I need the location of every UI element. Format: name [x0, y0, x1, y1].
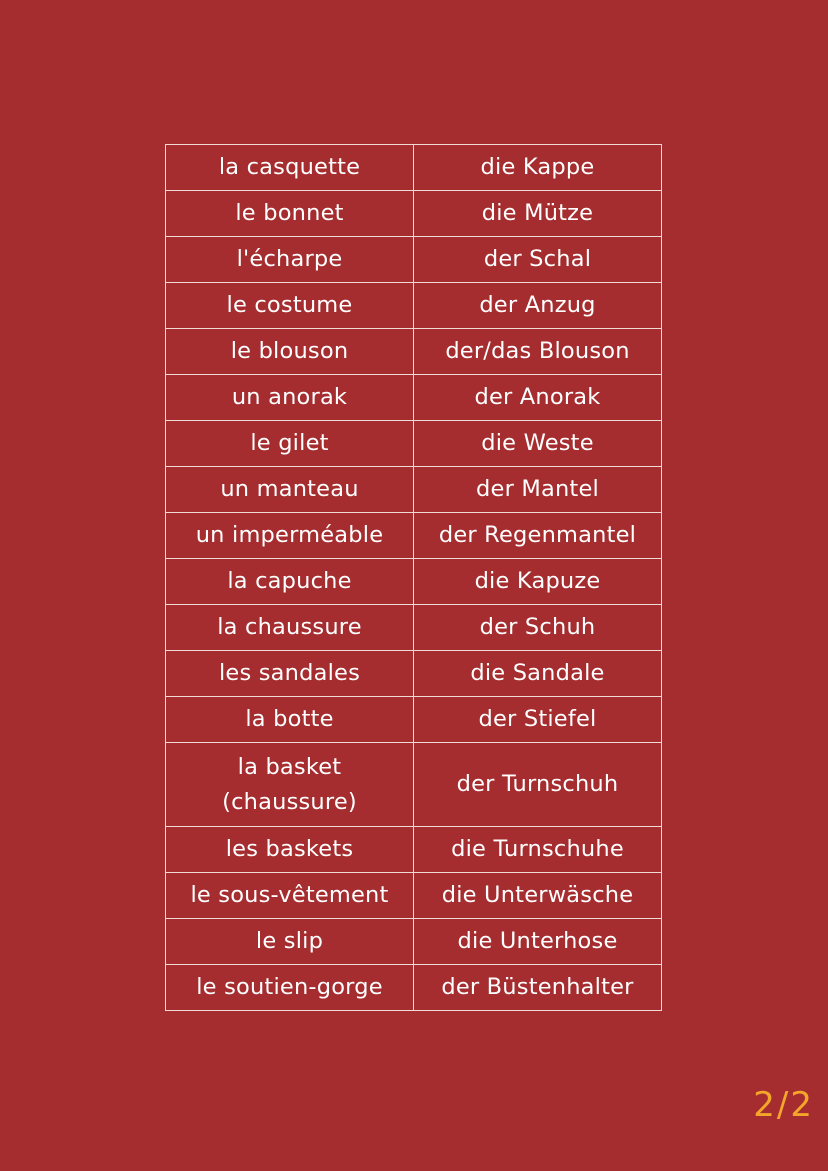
german-term: die Unterhose — [414, 919, 662, 965]
german-term: die Unterwäsche — [414, 873, 662, 919]
table-row — [166, 513, 662, 559]
german-term: der/das Blouson — [414, 329, 662, 375]
table-row — [166, 421, 662, 467]
table-row — [166, 559, 662, 605]
german-term: der Turnschuh — [414, 743, 662, 827]
table-row — [166, 965, 662, 1011]
french-term: le slip — [166, 919, 414, 965]
french-term-line: la basket — [237, 753, 342, 780]
table-row — [166, 329, 662, 375]
french-term: le gilet — [166, 421, 414, 467]
french-term: un anorak — [166, 375, 414, 421]
table-row — [166, 605, 662, 651]
german-term: der Regenmantel — [414, 513, 662, 559]
german-term: die Turnschuhe — [414, 827, 662, 873]
german-term: der Stiefel — [414, 697, 662, 743]
german-term: der Büstenhalter — [414, 965, 662, 1011]
french-term-note: (chaussure) — [222, 788, 357, 815]
french-term: un imperméable — [166, 513, 414, 559]
table-row — [166, 145, 662, 191]
french-term: la botte — [166, 697, 414, 743]
table-row — [166, 467, 662, 513]
german-term: der Anzug — [414, 283, 662, 329]
german-term: der Anorak — [414, 375, 662, 421]
german-term: die Weste — [414, 421, 662, 467]
german-term: die Mütze — [414, 191, 662, 237]
german-term: die Sandale — [414, 651, 662, 697]
french-term: la casquette — [166, 145, 414, 191]
table-row — [166, 697, 662, 743]
german-term: der Mantel — [414, 467, 662, 513]
german-term: die Kapuze — [414, 559, 662, 605]
german-term: der Schal — [414, 237, 662, 283]
french-term: la capuche — [166, 559, 414, 605]
german-term: der Schuh — [414, 605, 662, 651]
table-row — [166, 651, 662, 697]
french-term: le soutien-gorge — [166, 965, 414, 1011]
french-term: les baskets — [166, 827, 414, 873]
french-term — [166, 743, 414, 827]
french-term: le blouson — [166, 329, 414, 375]
french-term: la chaussure — [166, 605, 414, 651]
table-row — [166, 191, 662, 237]
french-term: l'écharpe — [166, 237, 414, 283]
french-term: le sous-vêtement — [166, 873, 414, 919]
french-term: le costume — [166, 283, 414, 329]
table-row — [166, 237, 662, 283]
table-row — [166, 919, 662, 965]
table-row — [166, 375, 662, 421]
page-number: 2/2 — [753, 1085, 814, 1125]
french-term: les sandales — [166, 651, 414, 697]
table-row — [166, 827, 662, 873]
table-row — [166, 873, 662, 919]
french-term: un manteau — [166, 467, 414, 513]
german-term: die Kappe — [414, 145, 662, 191]
table-row — [166, 743, 662, 827]
french-term: le bonnet — [166, 191, 414, 237]
table-row — [166, 283, 662, 329]
vocabulary-table — [165, 144, 662, 1011]
